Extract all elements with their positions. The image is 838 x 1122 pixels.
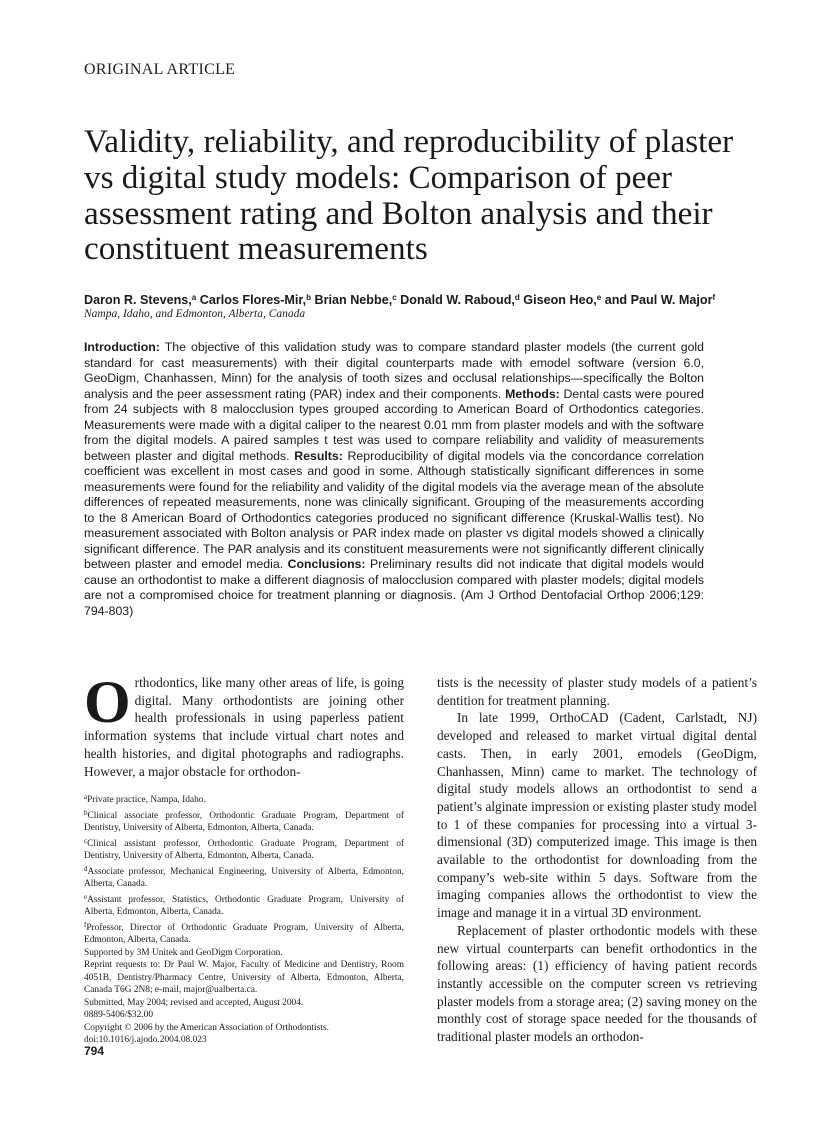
author-list (84, 290, 764, 308)
footnote (84, 791, 404, 807)
abstract-text-methods: Dental casts were poured from 24 subjects with 8 malocclusion types grouped according to American Board of Orthodontics categories. Measurements were made with a digital caliper to the nearest 0.01 mm from plaster models and with the software from the digital models. A paired samples t test was used to compare reliability and validity of measurements between plaster and digital methods. (84, 386, 704, 463)
footnote (84, 863, 404, 891)
footnote-text: Associate professor, Mechanical Engineering, University of Alberta, Edmonton, Alberta, Canada. (84, 866, 404, 889)
author-name: Giseon Heo, (523, 293, 597, 307)
footnote-text: Professor, Director of Orthodontic Graduate Program, University of Alberta, Edmonton, Alberta, Canada. (84, 922, 404, 945)
body-paragraph: Replacement of plaster orthodontic models with these new virtual counterparts can benefit orthodontics in the following areas: (1) efficiency of having patient records instantly accessible on the computer screen vs retrieving plaster models from a storage area; (2) saving money on the monthly cost of storage space needed for the thousands of traditional plaster models an orthodon- (437, 922, 757, 1045)
body-column-right (437, 674, 757, 1046)
author-affiliation-mark: f (712, 293, 716, 302)
submission-note: Submitted, May 2004; revised and accepted, August 2004. (84, 997, 304, 1008)
abstract-text-conclusions: Preliminary results did not indicate that digital models would cause an orthodontist to make a different diagnosis of malocclusion compared with plaster models; digital models are not a compromised choice for treatment planning or diagnosis. (Am J Orthod Dentofacial Orthop 2006;129: 794-803) (84, 557, 704, 618)
footnotes (84, 791, 404, 1047)
page-number: 794 (84, 1044, 105, 1058)
reprint-note: Reprint requests to: Dr Paul W. Major, Faculty of Medicine and Dentistry, Room 4051B, Dentistry/Pharmacy Centre, University of Alberta, Edmonton, Alberta, Canada T6G 2N8; e-mail, major@ualberta.ca. (84, 960, 404, 995)
author-name: Daron R. Stevens, (84, 293, 192, 307)
author-affiliation-mark: d (514, 293, 520, 302)
author-affiliation-mark: a (191, 293, 197, 302)
doi-note: doi:10.1016/j.ajodo.2004.08.023 (84, 1035, 207, 1045)
footnote-text: Clinical associate professor, Orthodontic Graduate Program, Department of Dentistry, University of Alberta, Edmonton, Alberta, Canada. (84, 810, 404, 833)
funding-note: Supported by 3M Unitek and GeoDigm Corporation. (84, 947, 283, 958)
footnote-mark: e (84, 892, 88, 901)
abstract-text-introduction: The objective of this validation study was to compare standard plaster models (the current gold standard for cast measurements) with their digital counterparts made with emodel software (version 6.0, GeoDigm, Chanhassen, Minn) for the analysis of tooth sizes and occlusal relationships—specifically the Bolton analysis and the peer assessment rating (PAR) index and their components. (84, 340, 704, 401)
footnote-mark: b (84, 808, 88, 817)
body-column-left (84, 669, 404, 780)
footnote-text: Clinical assistant professor, Orthodontic Graduate Program, Department of Dentistry, University of Alberta, Edmonton, Alberta, Canada. (84, 838, 404, 861)
author-name: and Paul W. Major (604, 293, 713, 307)
article-title: Validity, reliability, and reproducibility of plaster vs digital study models: Comparison of peer assessment rating and Bolton analysis and their constituent measurements (84, 123, 734, 268)
abstract-text-results: Reproducibility of digital models via the concordance correlation coefficient was excellent in most cases and good in some. Although statistically significant differences in some measurements were found for the reliability and validity of the digital models via the average mean of the absolute differences of repeated measurements, none was clinically significant. Grouping of the measurements according to the 8 American Board of Orthodontics categories produced no significant difference (Kruskal-Wallis test). No measurement associated with Bolton analysis or PAR index made on plaster vs digital models showed a clinically significant difference. The PAR analysis and its constituent measurements were not significantly different clinically between plaster and emodel media. (84, 448, 704, 571)
footnote-mark: f (84, 920, 87, 929)
author-name: Carlos Flores-Mir, (199, 293, 307, 307)
author-affiliation-mark: b (306, 293, 312, 302)
footnote (84, 891, 404, 919)
section-label: ORIGINAL ARTICLE (84, 61, 236, 78)
footnote-text: Assistant professor, Statistics, Orthodontic Graduate Program, University of Alberta, Edmonton, Alberta, Canada. (84, 894, 404, 917)
body-text: rthodontics, like many other areas of life, is going digital. Many orthodontists are joining other health professionals in using paperless patient information systems that include virtual chart notes and health histories, and digital photographs and radiographs. However, a major obstacle for orthodon- (84, 675, 404, 779)
abstract-label-conclusions: Conclusions: (287, 557, 366, 571)
footnote-mark: a (84, 793, 88, 801)
footnote-text: Private practice, Nampa, Idaho. (87, 795, 206, 805)
author-name: Brian Nebbe, (314, 293, 393, 307)
footnote (84, 807, 404, 835)
copyright-note: Copyright © 2006 by the American Association of Orthodontists. (84, 1022, 329, 1033)
issn-note: 0889-5406/$32.00 (84, 1010, 154, 1020)
body-paragraph: In late 1999, OrthoCAD (Cadent, Carlstadt, NJ) developed and released to market virtual digital dental casts. Then, in early 2001, emodels (GeoDigm, Chanhassen, Minn) came to market. The technology of digital study models allows an orthodontist to send a patient’s alginate impression or existing plaster study model to 1 of these companies for processing into a virtual 3-dimensional (3D) computerized image. This image is then available to the orthodontist for downloading from the company’s web-site within 5 days. Software from the imaging companies allows the orthodontist to view the image and manage it in a virtual 3D environment. (437, 710, 757, 921)
drop-cap: O (84, 669, 131, 735)
footnote (84, 919, 404, 947)
body-paragraph: tists is the necessity of plaster study models of a patient’s dentition for treatment planning. (437, 675, 757, 708)
author-affiliation-mark: c (392, 293, 397, 302)
abstract-label-results: Results: (294, 448, 343, 463)
footnote (84, 835, 404, 863)
author-name: Donald W. Raboud, (400, 293, 515, 307)
abstract (84, 340, 704, 619)
affiliation-location: Nampa, Idaho, and Edmonton, Alberta, Canada (84, 308, 306, 320)
author-affiliation-mark: e (596, 293, 602, 302)
body-paragraph (84, 669, 404, 780)
footnote-mark: c (84, 836, 88, 845)
abstract-label-introduction: Introduction: (84, 340, 160, 354)
abstract-label-methods: Methods: (505, 386, 560, 401)
footnote-mark: d (84, 864, 88, 873)
